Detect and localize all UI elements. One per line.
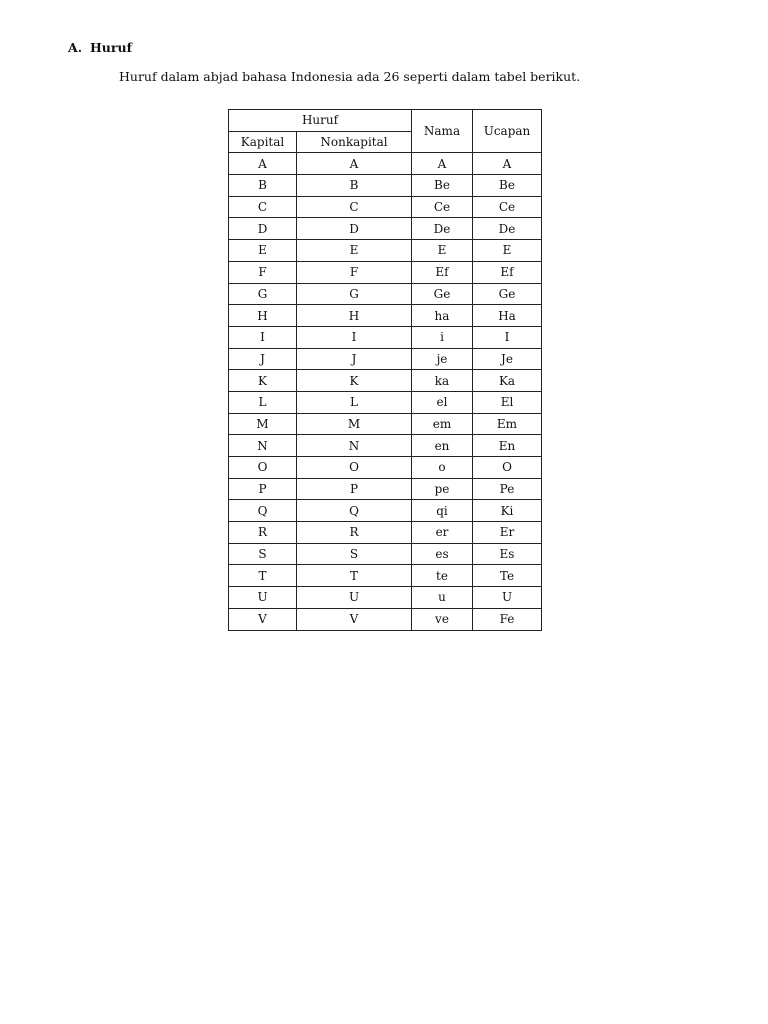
nonkapital-cell: T	[297, 565, 412, 587]
ucapan-header: Ucapan	[473, 110, 542, 153]
nama-cell: Ce	[412, 196, 473, 218]
table-row	[229, 608, 542, 630]
ucapan-cell: Ce	[473, 196, 542, 218]
nonkapital-cell: C	[297, 196, 412, 218]
nama-cell: o	[412, 457, 473, 479]
table-row	[229, 587, 542, 609]
nonkapital-cell: L	[297, 391, 412, 413]
nonkapital-cell: S	[297, 543, 412, 565]
nonkapital-cell: H	[297, 305, 412, 327]
ucapan-cell: I	[473, 326, 542, 348]
kapital-cell: J	[229, 348, 297, 370]
ucapan-cell: Ge	[473, 283, 542, 305]
table-row	[229, 175, 542, 197]
table-row	[229, 218, 542, 240]
kapital-cell: K	[229, 370, 297, 392]
nama-cell: Ef	[412, 261, 473, 283]
kapital-cell: G	[229, 283, 297, 305]
nonkapital-cell: J	[297, 348, 412, 370]
kapital-cell: H	[229, 305, 297, 327]
nonkapital-cell: U	[297, 587, 412, 609]
nama-cell: u	[412, 587, 473, 609]
table-row	[229, 391, 542, 413]
ucapan-cell: Ka	[473, 370, 542, 392]
table-row	[229, 457, 542, 479]
nonkapital-cell: Q	[297, 500, 412, 522]
nonkapital-cell: A	[297, 153, 412, 175]
ucapan-cell: En	[473, 435, 542, 457]
table-row	[229, 500, 542, 522]
nonkapital-cell: E	[297, 240, 412, 262]
section-title: Huruf	[90, 40, 132, 55]
nama-cell: Be	[412, 175, 473, 197]
nama-cell: er	[412, 522, 473, 544]
nonkapital-cell: R	[297, 522, 412, 544]
table-row	[229, 348, 542, 370]
table-row	[229, 522, 542, 544]
nama-header: Nama	[412, 110, 473, 153]
kapital-cell: Q	[229, 500, 297, 522]
ucapan-cell: E	[473, 240, 542, 262]
ucapan-cell: O	[473, 457, 542, 479]
ucapan-cell: Em	[473, 413, 542, 435]
table-row	[229, 413, 542, 435]
kapital-cell: P	[229, 478, 297, 500]
kapital-cell: C	[229, 196, 297, 218]
nama-cell: es	[412, 543, 473, 565]
section-number: A.	[68, 40, 83, 55]
alphabet-table-body	[229, 153, 542, 630]
ucapan-cell: De	[473, 218, 542, 240]
ucapan-cell: Je	[473, 348, 542, 370]
nonkapital-cell: P	[297, 478, 412, 500]
ucapan-cell: El	[473, 391, 542, 413]
nama-cell: te	[412, 565, 473, 587]
ucapan-cell: Ha	[473, 305, 542, 327]
ucapan-cell: Te	[473, 565, 542, 587]
kapital-cell: M	[229, 413, 297, 435]
kapital-header: Kapital	[229, 131, 297, 153]
nonkapital-cell: B	[297, 175, 412, 197]
kapital-cell: R	[229, 522, 297, 544]
kapital-cell: U	[229, 587, 297, 609]
nama-cell: qi	[412, 500, 473, 522]
table-row	[229, 435, 542, 457]
kapital-cell: T	[229, 565, 297, 587]
nama-cell: ve	[412, 608, 473, 630]
table-row	[229, 196, 542, 218]
nama-cell: je	[412, 348, 473, 370]
nonkapital-header: Nonkapital	[297, 131, 412, 153]
nama-cell: i	[412, 326, 473, 348]
ucapan-cell: Fe	[473, 608, 542, 630]
nama-cell: ka	[412, 370, 473, 392]
ucapan-cell: A	[473, 153, 542, 175]
table-row	[229, 261, 542, 283]
ucapan-cell: U	[473, 587, 542, 609]
ucapan-cell: Ki	[473, 500, 542, 522]
table-row	[229, 240, 542, 262]
nonkapital-cell: G	[297, 283, 412, 305]
table-row	[229, 370, 542, 392]
nonkapital-cell: N	[297, 435, 412, 457]
nama-cell: E	[412, 240, 473, 262]
table-row	[229, 283, 542, 305]
kapital-cell: F	[229, 261, 297, 283]
kapital-cell: E	[229, 240, 297, 262]
section-heading	[68, 40, 132, 56]
kapital-cell: V	[229, 608, 297, 630]
table-row	[229, 478, 542, 500]
huruf-group-header: Huruf	[229, 110, 412, 132]
nama-cell: De	[412, 218, 473, 240]
alphabet-table	[228, 109, 542, 631]
nonkapital-cell: V	[297, 608, 412, 630]
kapital-cell: I	[229, 326, 297, 348]
kapital-cell: N	[229, 435, 297, 457]
nama-cell: A	[412, 153, 473, 175]
intro-paragraph: Huruf dalam abjad bahasa Indonesia ada 26 seperti dalam tabel berikut.	[119, 69, 581, 84]
nama-cell: el	[412, 391, 473, 413]
nama-cell: en	[412, 435, 473, 457]
kapital-cell: L	[229, 391, 297, 413]
nonkapital-cell: I	[297, 326, 412, 348]
ucapan-cell: Be	[473, 175, 542, 197]
nama-cell: Ge	[412, 283, 473, 305]
table-row	[229, 326, 542, 348]
nonkapital-cell: K	[297, 370, 412, 392]
kapital-cell: A	[229, 153, 297, 175]
table-row	[229, 153, 542, 175]
kapital-cell: D	[229, 218, 297, 240]
ucapan-cell: Pe	[473, 478, 542, 500]
nonkapital-cell: D	[297, 218, 412, 240]
nama-cell: em	[412, 413, 473, 435]
ucapan-cell: Er	[473, 522, 542, 544]
table-row	[229, 565, 542, 587]
kapital-cell: B	[229, 175, 297, 197]
table-row	[229, 543, 542, 565]
table-row	[229, 305, 542, 327]
ucapan-cell: Es	[473, 543, 542, 565]
kapital-cell: S	[229, 543, 297, 565]
nonkapital-cell: F	[297, 261, 412, 283]
nama-cell: pe	[412, 478, 473, 500]
nonkapital-cell: M	[297, 413, 412, 435]
ucapan-cell: Ef	[473, 261, 542, 283]
nama-cell: ha	[412, 305, 473, 327]
kapital-cell: O	[229, 457, 297, 479]
nonkapital-cell: O	[297, 457, 412, 479]
